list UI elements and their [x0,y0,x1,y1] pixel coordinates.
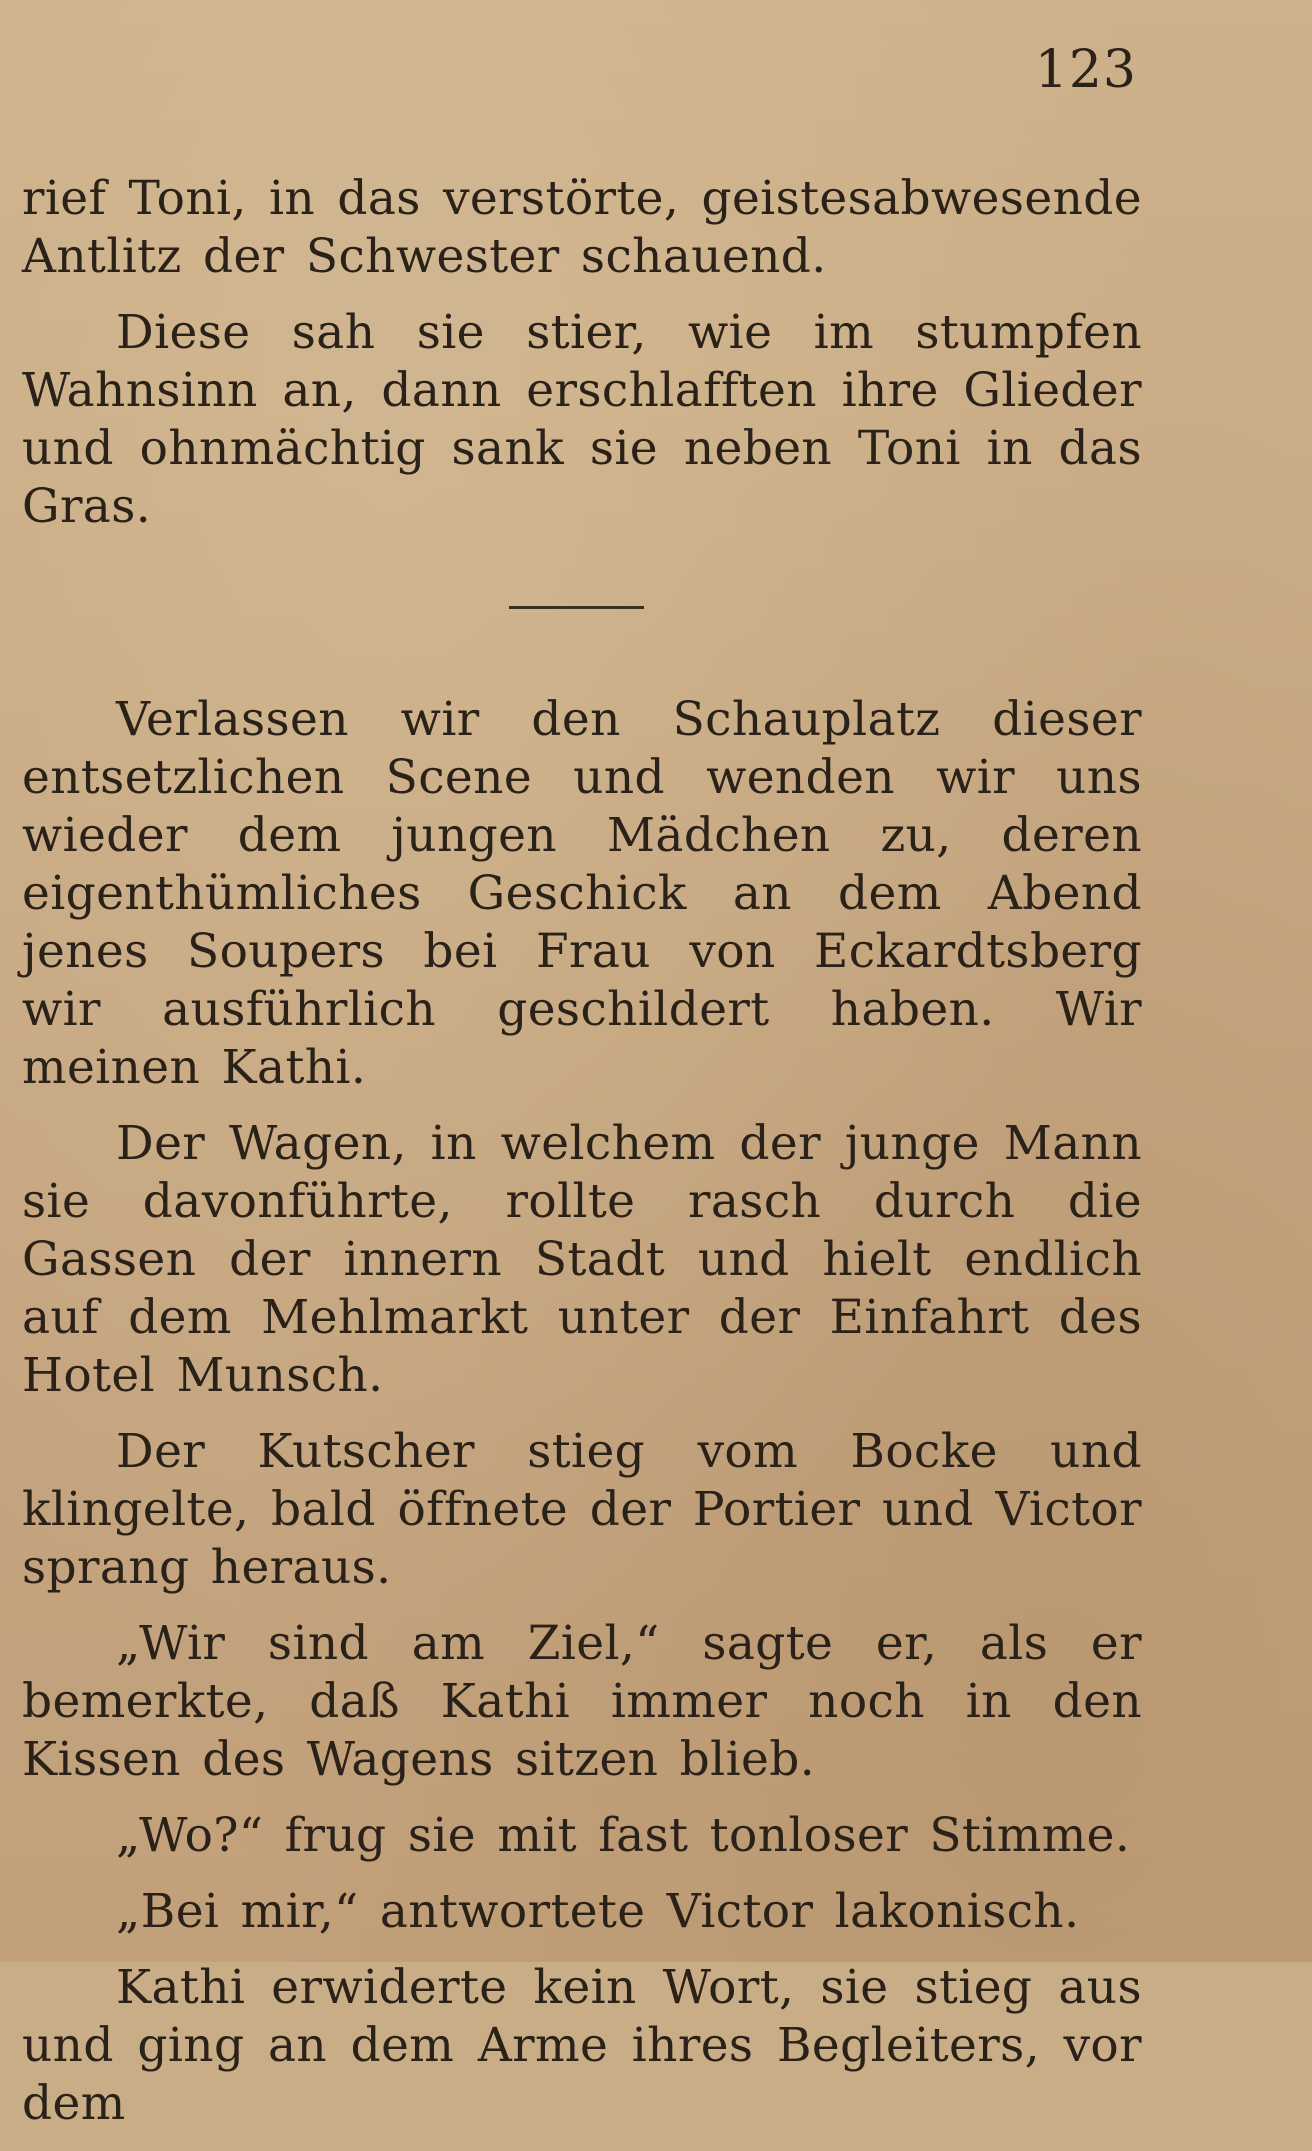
paragraph-continued: Kathi erwiderte kein Wort, sie stieg aus und ging an dem Arme ihres Begleiters, vor dem [22,1960,1142,2131]
paragraph: Der Wagen, in welchem der junge Mann sie davonführte, rollte rasch durch die Gassen der innern Stadt und hielt endlich auf dem Mehlmarkt unter der Einfahrt des Hotel Munsch. [22,1116,1142,1403]
paragraph: „Bei mir,“ antwortete Victor lakonisch. [116,1884,1080,1939]
paragraph: „Wo?“ frug sie mit fast tonloser Stimme. [116,1808,1131,1863]
paragraph: Verlassen wir den Schauplatz dieser entsetzlichen Scene und wenden wir uns wieder dem jungen Mädchen zu, deren eigenthümliches Geschick an dem Abend jenes Soupers bei Frau von Eckardtsberg wir ausführlich geschildert haben. Wir meinen Kathi. [22,692,1142,1095]
paragraph: Diese sah sie stier, wie im stumpfen Wahnsinn an, dann erschlafften ihre Glieder und ohnmächtig sank sie neben Toni in das Gras. [22,305,1142,534]
section-divider [509,606,644,609]
page-number: 123 [1034,40,1137,100]
paragraph: Der Kutscher stieg vom Bocke und klingelte, bald öffnete der Portier und Victor sprang heraus. [22,1424,1142,1595]
body-text [22,170,1142,2151]
paragraph-continuation: rief Toni, in das verstörte, geistesabwesende Antlitz der Schwester schauend. [22,171,1142,284]
paragraph: „Wir sind am Ziel,“ sagte er, als er bemerkte, daß Kathi immer noch in den Kissen des Wagens sitzen blieb. [22,1616,1142,1787]
